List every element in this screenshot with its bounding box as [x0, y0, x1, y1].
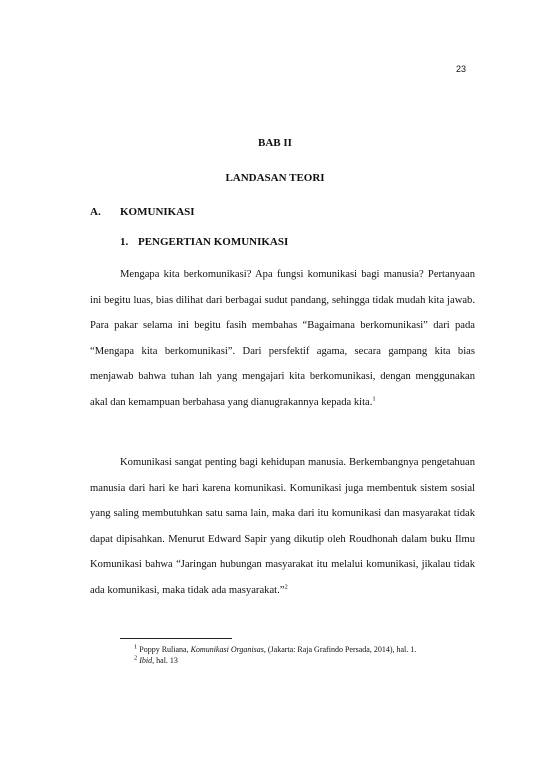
section-title: KOMUNIKASI: [120, 206, 195, 218]
footnote-details: (Jakarta: Raja Grafindo Persada, 2014), hal. 1.: [265, 645, 417, 654]
footnote-reference: 1: [372, 395, 376, 403]
body-paragraph: [90, 262, 475, 416]
footnote-title: Komunikasi Organisas,: [190, 645, 266, 654]
chapter-title: LANDASAN TEORI: [225, 172, 325, 184]
chapter-number: BAB II: [258, 137, 292, 149]
subsection-heading-1: [120, 236, 288, 248]
paragraph-text: Komunikasi sangat penting bagi kehidupan manusia. Berkembangnya pengetahuan manusia dari hari ke hari karena komunikasi. Komunikasi juga membentuk sistem sosial yang saling membutuhkan satu sama lain, maka dari itu komunikasi dan masyarakat tidak dapat dipisahkan. Menurut Edward Sapir yang dikutip oleh Roudhonah dalam buku Ilmu Komunikasi bahwa “Jaringan hubungan masyarakat itu melalui komunikasi, jikalau tidak ada komunikasi, maka tidak ada masyarakat.”: [90, 457, 475, 596]
footnote-title: Ibid: [139, 656, 153, 665]
footnote: [120, 656, 480, 666]
footnote-number: 2: [134, 654, 138, 662]
footnote: [120, 645, 480, 655]
paragraph-text: Mengapa kita berkomunikasi? Apa fungsi komunikasi bagi manusia? Pertanyaan ini begitu luas, bias dilihat dari berbagai sudut pandang, sehingga tidak mudah kita jawab. Para pakar selama ini begitu fasih membahas “Bagaimana berkomunikasi” dari pada “Mengapa kita berkomunikasi”. Dari persfektif agama, secara gampang kita bias menjawab bahwa tuhan lah yang mengajari kita berkomunikasi, dengan menggunakan akal dan kemampuan berbahasa yang dianugrakannya kepada kita.: [90, 269, 475, 408]
footnote-details: , hal. 13: [152, 656, 178, 665]
section-label: A.: [90, 206, 101, 218]
subsection-title: PENGERTIAN KOMUNIKASI: [138, 236, 289, 248]
page-number: 23: [455, 64, 466, 74]
section-heading-a: [90, 206, 195, 218]
footnote-number: 1: [134, 643, 138, 651]
footnote-separator: [120, 638, 232, 639]
subsection-label: 1.: [120, 236, 129, 248]
body-paragraph: [90, 450, 475, 604]
footnote-reference: 2: [284, 583, 288, 591]
footnote-author: Poppy Ruliana,: [139, 645, 191, 654]
